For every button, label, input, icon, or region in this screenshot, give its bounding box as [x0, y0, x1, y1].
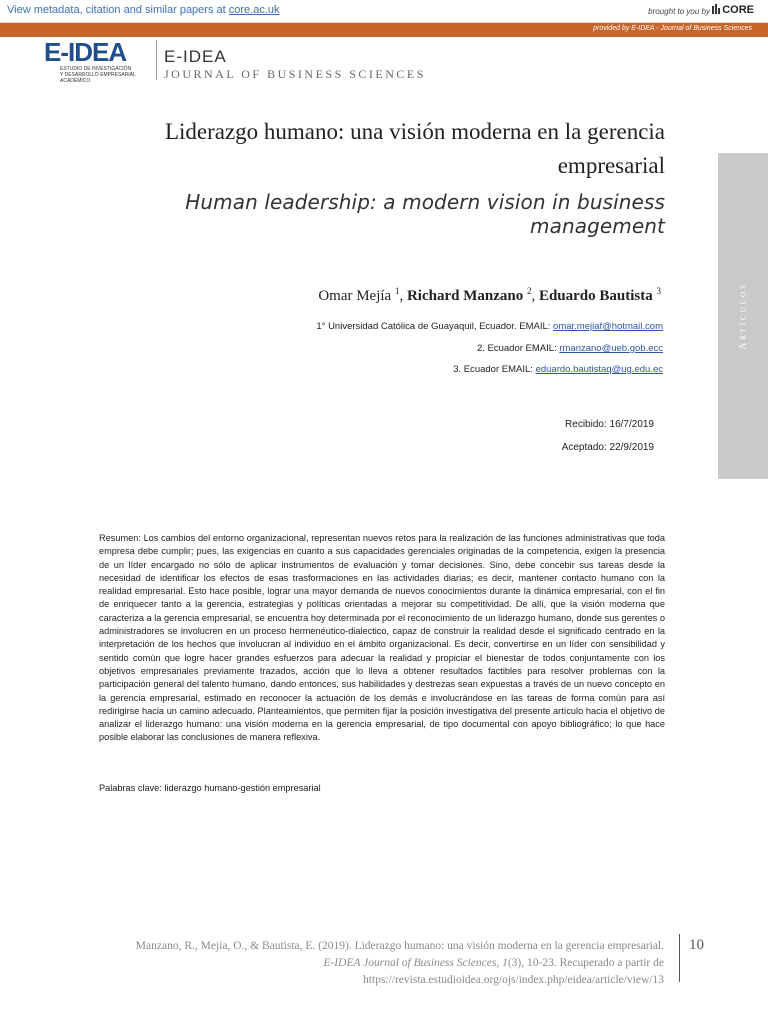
core-brought-text: brought to you by	[648, 7, 710, 16]
affiliation-2	[477, 343, 663, 354]
author-2-sup: 2	[526, 286, 532, 296]
page-number: 10	[689, 937, 704, 953]
author-3: Eduardo Bautista	[538, 288, 653, 304]
keywords-label: Palabras clave:	[99, 783, 162, 793]
keywords-text: liderazgo humano-gestión empresarial	[161, 783, 321, 793]
core-brand: CORE	[722, 4, 754, 16]
provided-by-text: provided by E-IDEA - Journal of Business Sciences	[593, 25, 752, 32]
citation	[104, 938, 664, 989]
authors: Omar Mejía $^1$, Richard Manzano $^2$, Eduardo Bautista $^3$	[318, 286, 661, 304]
citation-url[interactable]: https://revista.estudioidea.org/ojs/index.php/eidea/article/view/13	[363, 974, 664, 986]
core-metadata-link[interactable]	[7, 4, 280, 16]
core-banner	[0, 0, 768, 23]
affiliation-1	[316, 321, 663, 332]
affiliation-2-email[interactable]: rmanzano@ueb.gob.ecc	[559, 343, 663, 354]
title-english: Human leadership: a modern vision in business management	[185, 190, 665, 238]
abstract-label: Resumen:	[99, 533, 141, 543]
accepted-date	[562, 442, 654, 453]
page-number-divider	[679, 934, 680, 982]
core-link-text[interactable]: View metadata, citation and similar papers at	[7, 4, 226, 16]
abstract-text: Los cambios del entorno organizacional, representan nuevos retos para la realización de las funciones administrativas que toda empresa debe cumplir; pues, las exigencias en cuanto a sus capacidades gerenciales originadas de la competencia, exigen la presencia de un líder encargado no sólo de aplicar instrumentos de evaluación y tomar decisiones. Sino, debe concebir sus tareas desde la necesidad de identificar los efectos de esas trasformaciones en las actividades diarias; es decir, mantener contacto humano con la realidad empresarial. Esto hace posible, lograr una mayor demanda de nuevos conocimientos durante la dinámica empresarial, con el fin de enriquecer tanto a la gerencia, estrategias y políticas orientadas a mejorar su competitividad. De allí, que la visión moderna que caracteriza a la gerencia empresarial, se encuentra hoy determinada por el reconocimiento de un liderazgo humano, donde sus gerentes o administradores se involucren en un proceso hermenéutico-dialectico, capaz de construir la realidad desde el significado centrado en la interpretación de los hechos que involucran al individuo en el ámbito organizacional. Es decir, convertirse en un líder con sensibilidad y sentido común que logre hacer grandes esfuerzos para adecuar la realidad y propiciar el bienestar de todos conjuntamente con los objetivos empresariales previamente trazados, acción que lo lleva a obtener resultados factibles para resolver problemas con la participación general del talento humano, dando entonces, sus habilidades y destrezas sean expuestas a través de un nuevo concepto en la gerencia empresarial, estimado en reconocer la actuación de los demás e involucrándose en las tareas de forma común para así redirigirse hacia un camino adecuado. Planteamientos, que permiten fijar la posición investigativa del presente artículo hacia el objetivo de analizar el liderazgo humano: una visión moderna en la gerencia empresarial, de tipo documental con apoyo bibliográfico; lo que hace posible elaborar las conclusiones de manera reflexiva.	[99, 533, 665, 743]
author-3-sup: 3	[656, 286, 661, 296]
affiliation-3-text: 3. Ecuador EMAIL:	[453, 364, 536, 375]
received-date	[565, 419, 654, 430]
abstract	[99, 532, 665, 745]
citation-issue: (3), 10-23. Recuperado a partir de	[507, 957, 664, 969]
logo-sub-2: Y DESARROLLO EMPRESARIAL ACADÉMICO	[60, 72, 136, 84]
core-logo[interactable]	[712, 4, 754, 16]
citation-line-1: Manzano, R., Mejia, O., & Bautista, E. (2019). Liderazgo humano: una visión moderna en la gerencia empresarial.	[135, 940, 664, 952]
title-spanish: Liderazgo humano: una visión moderna en la gerencia empresarial	[164, 119, 665, 178]
journal-name: E-IDEA	[164, 47, 227, 66]
accepted-label: Aceptado	[561, 442, 604, 453]
received-label: Recibido	[565, 419, 604, 430]
header-divider	[156, 40, 157, 80]
author-1: Omar Mejía	[318, 288, 392, 304]
logo-mark: E-IDEA	[44, 37, 127, 67]
author-1-sup: 1	[394, 286, 400, 296]
section-label: Artículos	[737, 281, 749, 351]
keywords	[99, 783, 321, 793]
section-side-tab	[718, 153, 768, 479]
core-logo-icon	[712, 4, 720, 14]
received-value: : 16/7/2019	[603, 419, 654, 430]
affiliation-2-text: 2. Ecuador EMAIL:	[476, 343, 560, 354]
logo-sub-1: ESTUDIO DE INVESTIGACIÓN	[60, 66, 132, 72]
citation-line-2	[104, 955, 664, 972]
citation-journal: E-IDEA Journal of Business Sciences, 1	[323, 957, 508, 969]
affiliation-1-email[interactable]: omar.mejiaf@hotmail.com	[553, 321, 663, 332]
affiliation-1-text: 1° Universidad Católica de Guayaquil, Ecuador. EMAIL:	[316, 321, 554, 332]
accepted-value: : 22/9/2019	[603, 442, 654, 453]
affiliation-3-email[interactable]: eduardo.bautistaq@ug.edu.ec	[535, 364, 663, 375]
affiliation-3	[453, 364, 663, 375]
author-2: Richard Manzano	[406, 288, 524, 304]
journal-subtitle: JOURNAL OF BUSINESS SCIENCES	[164, 67, 426, 81]
core-url[interactable]: core.ac.uk	[228, 4, 280, 16]
journal-logo	[44, 38, 154, 82]
provided-by-bar	[0, 23, 768, 37]
